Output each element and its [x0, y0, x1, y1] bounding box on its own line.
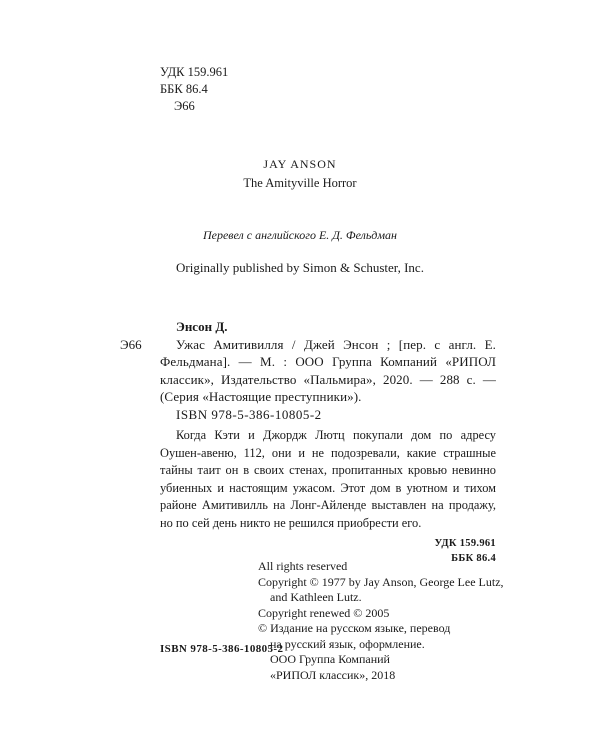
record-bbk: ББК 86.4 — [451, 553, 496, 564]
record-description-row — [120, 336, 496, 406]
rights-line: All rights reserved — [258, 559, 348, 573]
author-mark: Э66 — [174, 99, 195, 113]
rights-line: Copyright © 1977 by Jay Anson, George Lee Lutz, — [258, 574, 504, 589]
bbk-code: ББК 86.4 — [160, 82, 208, 96]
annotation: Когда Кэти и Джордж Лютц покупали дом по адресу Оушен-авеню, 112, они и не подозревали, какие страшные тайны таит он в своих стенах, пропитанных кровью невинно убиенных и настоящим ужасом. Этот дом в уютном и тихом районе Амитивилль на Лонг-Айленде выставлен на продажу, но по сей день никто не решился приобрести его. — [160, 428, 496, 530]
record-udk: УДК 159.961 — [434, 538, 496, 549]
udk-code: УДК 159.961 — [160, 65, 229, 79]
rights-block — [258, 559, 508, 683]
rights-line: © Издание на русском языке, перевод — [258, 621, 451, 635]
classification-block — [160, 64, 228, 115]
bottom-isbn: ISBN 978-5-386-10805-2 — [160, 643, 284, 655]
original-title: The Amityville Horror — [243, 176, 357, 190]
rights-line: and Kathleen Lutz. — [270, 590, 362, 604]
record-description: Ужас Амитивилля / Джей Энсон ; [пер. с англ. Е. Фельдмана]. — М. : ООО Группа Компаний «РИПОЛ классик», Издательство «Пальмира», 2020. — 288 с. — (Серия «Настоящие преступники»). — [160, 336, 496, 404]
bibliographic-record — [120, 318, 496, 566]
rights-line: на русский язык, оформление. — [270, 636, 425, 651]
rights-line: Copyright renewed © 2005 — [258, 605, 390, 620]
record-isbn: ISBN 978-5-386-10805-2 — [176, 406, 322, 422]
original-author: JAY ANSON — [263, 157, 337, 171]
translator-credit: Перевел с английского Е. Д. Фельдман — [202, 228, 397, 242]
record-code: Э66 — [120, 336, 142, 352]
record-author: Энсон Д. — [176, 319, 228, 334]
publisher-note: Originally published by Simon & Schuster, Inc. — [176, 260, 424, 275]
rights-line: «РИПОЛ классик», 2018 — [270, 667, 396, 682]
rights-line: ООО Группа Компаний — [270, 652, 390, 666]
